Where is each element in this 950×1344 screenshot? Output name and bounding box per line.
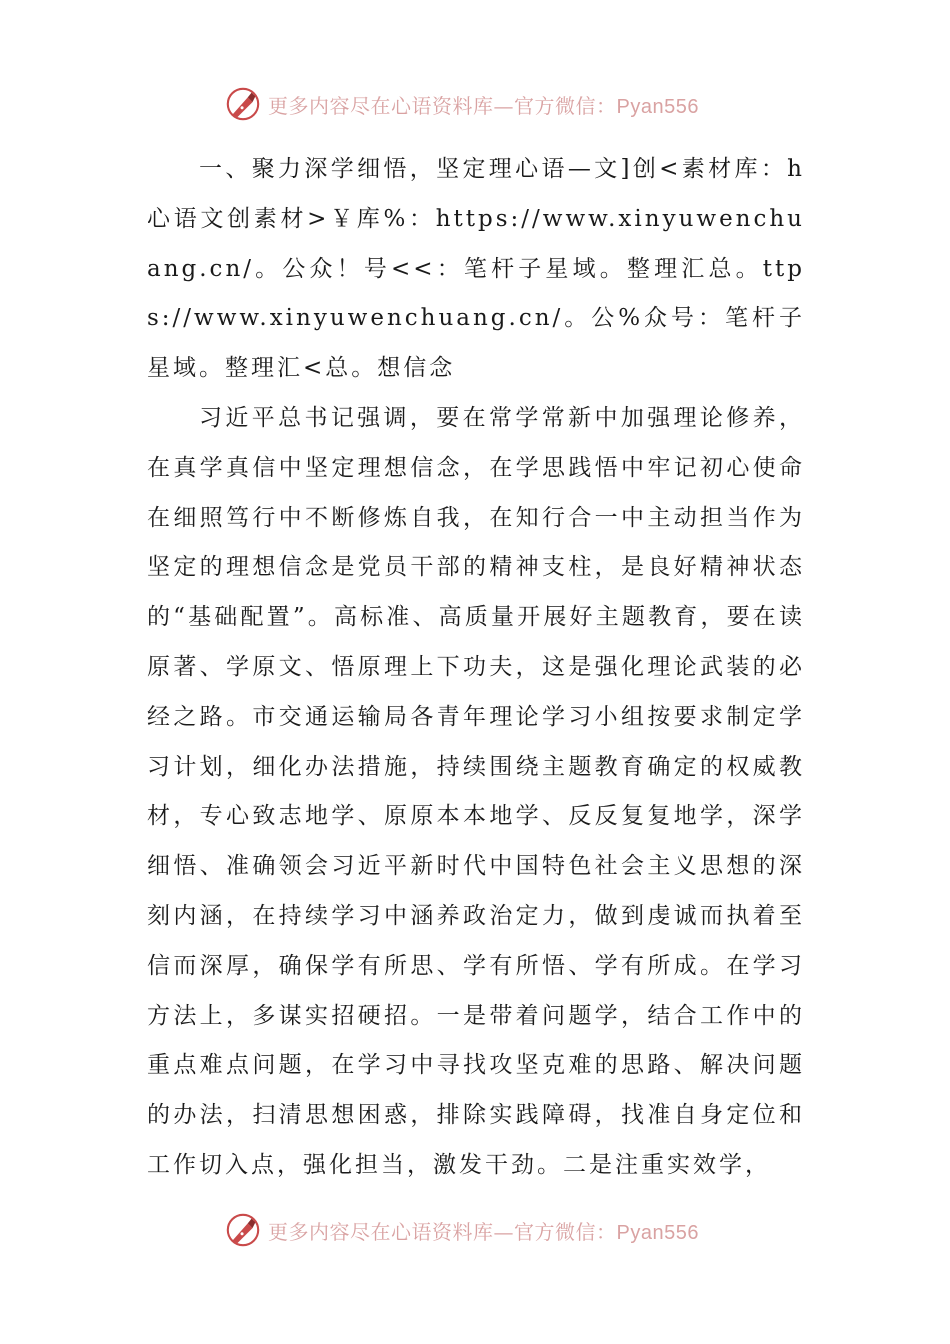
pen-nib-logo-icon <box>224 1211 262 1249</box>
document-body <box>147 145 805 1191</box>
paragraph-2: 习近平总书记强调，要在常学常新中加强理论修养，在真学真信中坚定理想信念，在学思践悟中牢记初心使命在细照笃行中不断修炼自我，在知行合一中主动担当作为坚定的理想信念是党员干部的精神支柱，是良好精神状态的“基础配置”。高标准、高质量开展好主题教育，要在读原著、学原文、悟原理上下功夫，这是强化理论武装的必经之路。市交通运输局各青年理论学习小组按要求制定学习计划，细化办法措施，持续围绕主题教育确定的权威教材，专心致志地学、原原本本地学、反反复复地学，深学细悟、准确领会习近平新时代中国特色社会主义思想的深刻内涵，在持续学习中涵养政治定力，做到虔诚而执着至信而深厚，确保学有所思、学有所悟、学有所成。在学习方法上，多谋实招硬招。一是带着问题学，结合工作中的重点难点问题，在学习中寻找攻坚克难的思路、解决问题的办法，扫清思想困惑，排除实践障碍，找准自身定位和工作切入点，强化担当，激发干劲。二是注重实效学， <box>147 404 805 1178</box>
watermark-text: 更多内容尽在心语资料库—官方微信： <box>268 1219 617 1244</box>
footer-watermark <box>224 1210 699 1250</box>
pen-nib-logo-icon <box>224 85 262 123</box>
watermark-handle: Pyan556 <box>616 95 699 118</box>
watermark-text: 更多内容尽在心语资料库—官方微信： <box>268 93 617 118</box>
header-watermark <box>224 84 699 124</box>
watermark-handle: Pyan556 <box>616 1221 699 1244</box>
paragraph-1: 一、聚力深学细悟，坚定理心语—文]创<素材库：h心语文创素材>￥库%：https://www.xinyuwenchuang.cn/。公众！号<<：笔杆子星域。整理汇总。ttps://www.xinyuwenchuang.cn/。公%众号：笔杆子星域。整理汇<总。想信念 <box>147 156 805 382</box>
